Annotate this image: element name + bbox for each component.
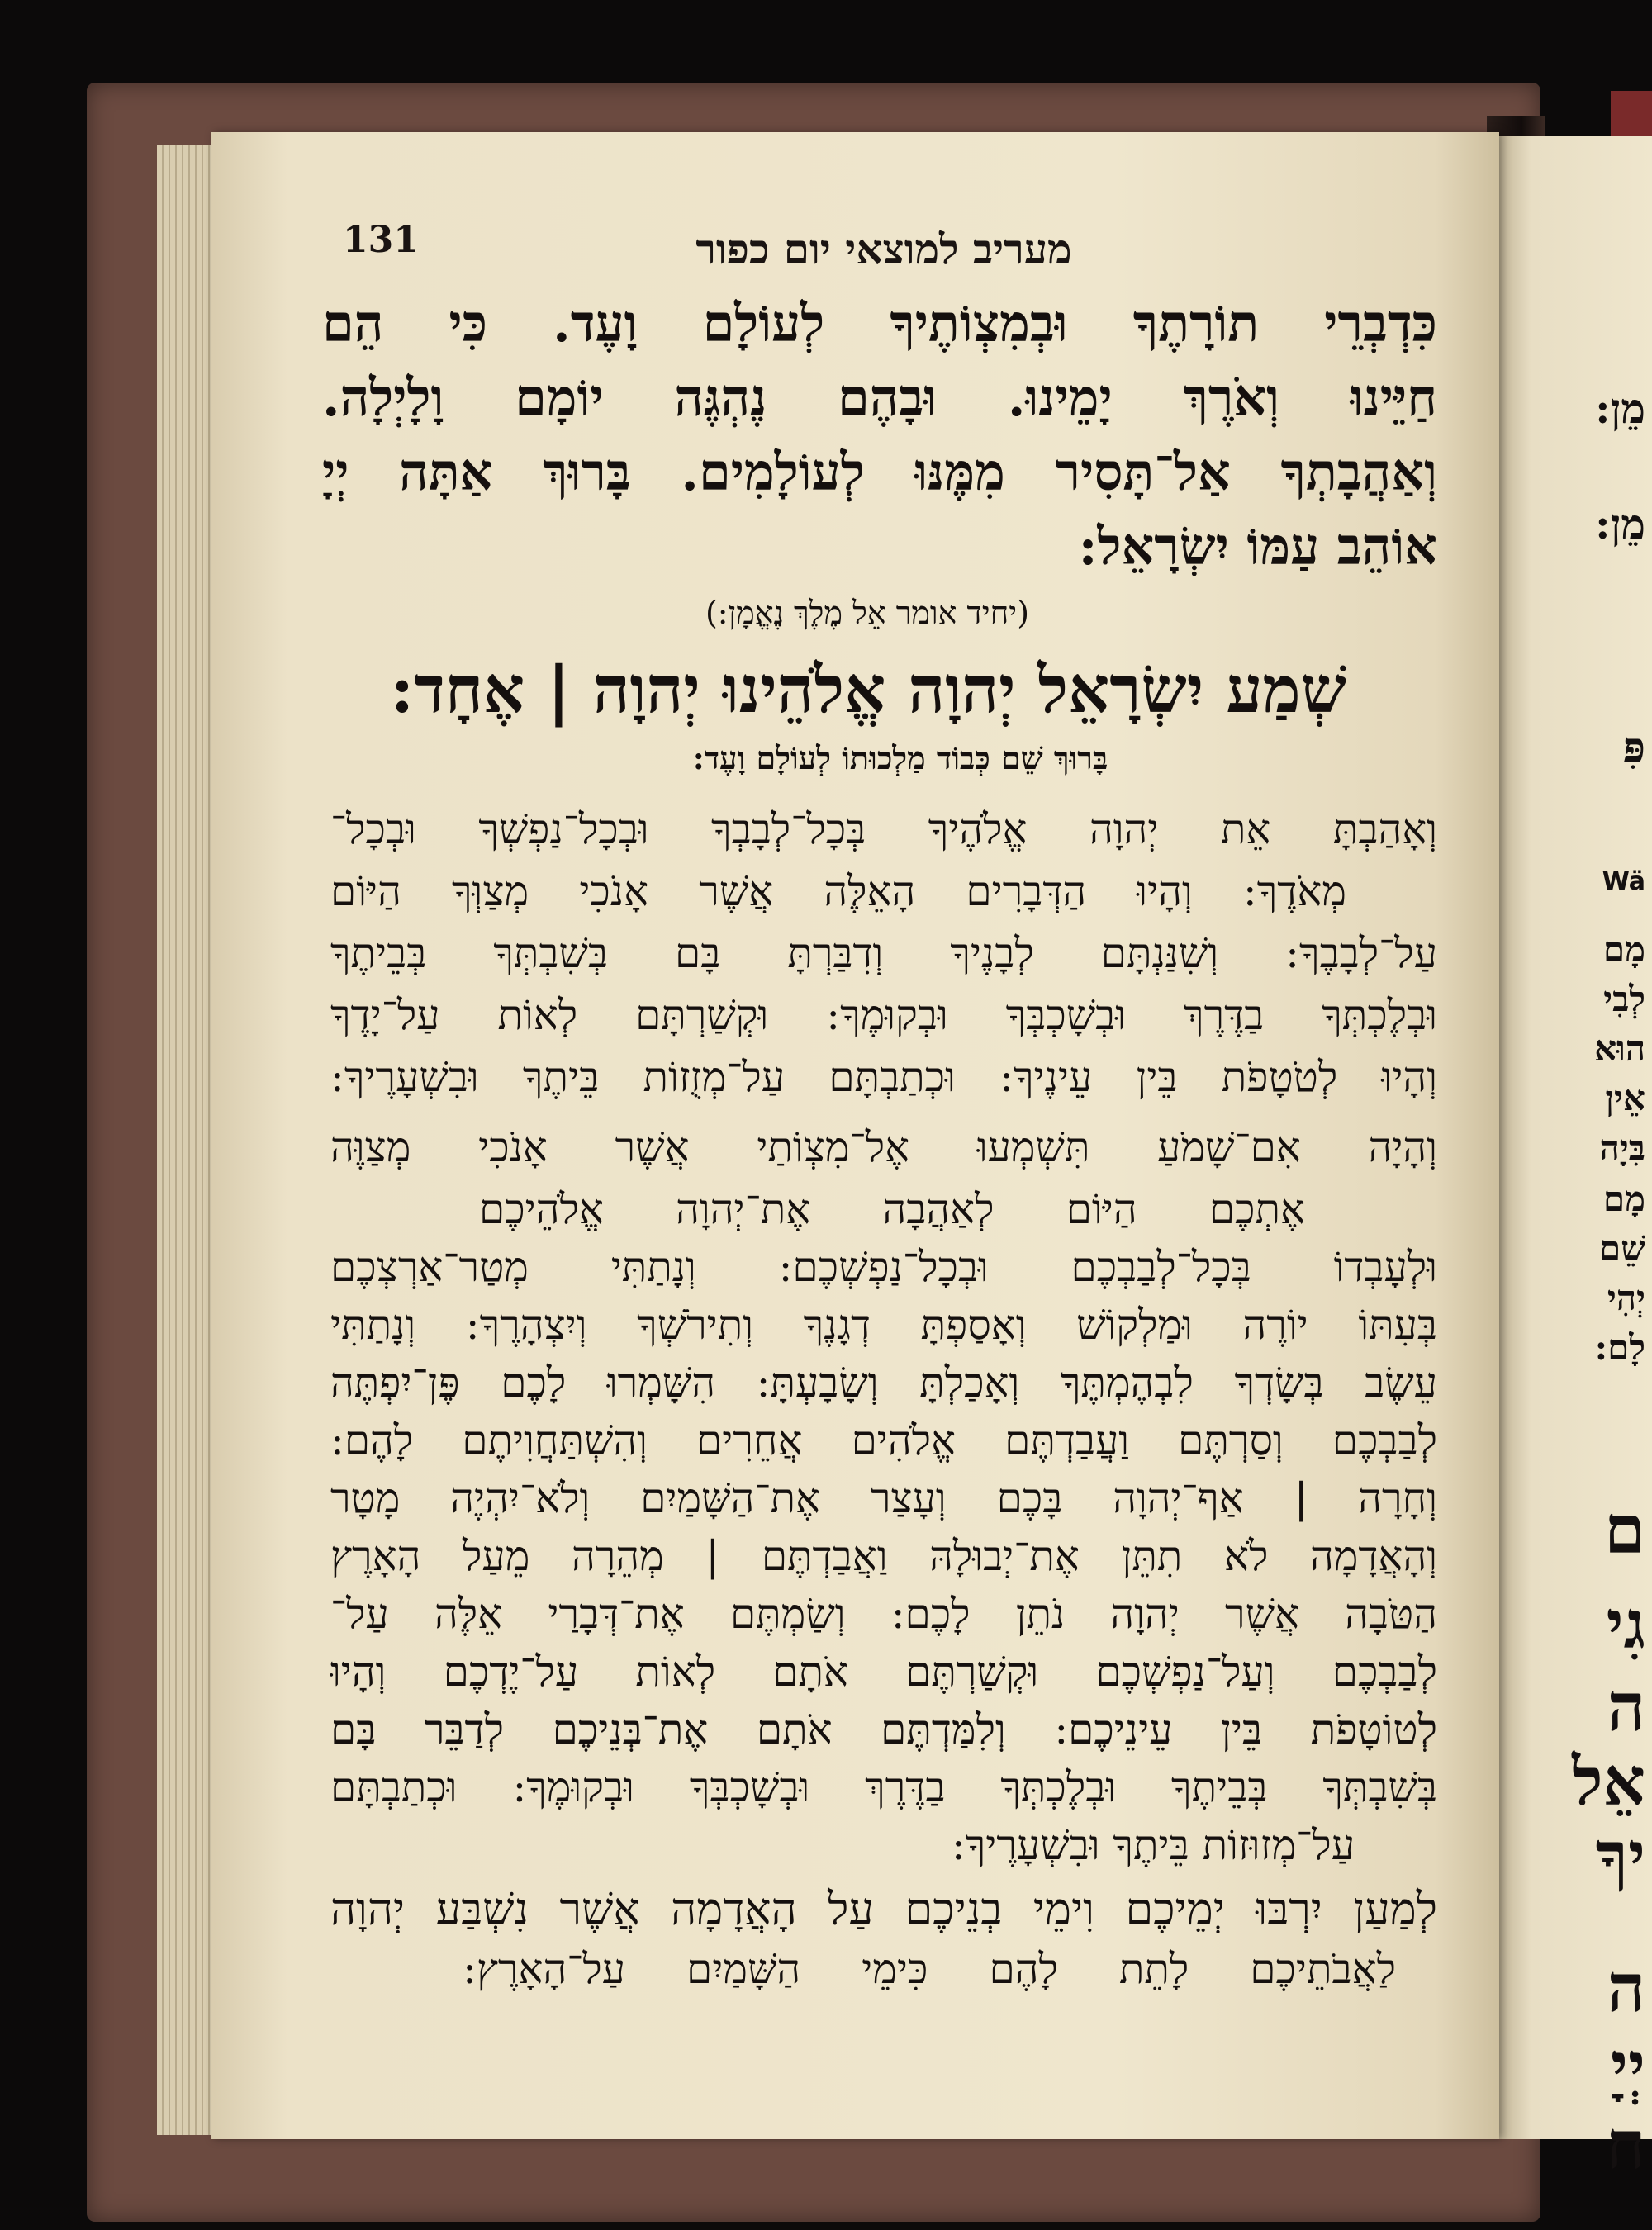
text-line: עַל־מְזוּזוֹת בֵּיתֶךָ וּבִשְׁעָרֶיךָ: xyxy=(951,1821,1355,1869)
right-fragment: לָם: xyxy=(1594,1327,1645,1368)
right-fragment: ה xyxy=(1607,1949,1645,2027)
text-line: לְטוֹטָפֹת בֵּין עֵינֵיכֶם: וְלִמַּדְתֶּם אֹתָם אֶת־בְּנֵיכֶם לְדַבֵּר בָּם xyxy=(330,1706,1437,1753)
text-line: וְהָיוּ לְטֹטָפֹת בֵּין עֵינֶיךָ: וּכְתַבְתָּם עַל־מְזֻזוֹת בֵּיתֶךָ וּבִשְׁעָרֶיךָ: xyxy=(330,1053,1437,1101)
text-line: וְהָאֲדָמָה לֹא תִתֵּן אֶת־יְבוּלָהּ וַאֲבַדְתֶּם | מְהֵרָה מֵעַל הָאָרֶץ xyxy=(330,1532,1437,1580)
text-line: לְבַבְכֶם וְסַרְתֶּם וַעֲבַדְתֶּם אֱלֹהִים אֲחֵרִים וְהִשְׁתַּחֲוִיתֶם לָהֶם: xyxy=(330,1416,1437,1464)
text-line: וְאָהַבְתָּ אֵת יְהוָה אֱלֹהֶיךָ בְּכָל־לְבָבְךָ וּבְכָל־נַפְשְׁךָ וּבְכָל־ xyxy=(330,805,1437,853)
text-line: כִּדְבְרֵי תוֹרָתֶךָ וּבְמִצְוֹתֶיךָ לְעוֹלָם וָעֶד. כִּי הֵם xyxy=(322,293,1437,353)
text-line: עֵשֶׂב בְּשָׂדְךָ לִבְהֶמְתֶּךָ וְאָכַלְתָּ וְשָׂבָעְתָּ: הִשָּׁמְרוּ לָכֶם פֶּן־יִפְתֶּה xyxy=(330,1359,1437,1407)
right-fragment: יְיָ xyxy=(1611,2028,1645,2105)
right-fragment: מָם xyxy=(1602,929,1645,970)
instruction-note: (יחיד אומר אֵל מֶלֶךְ נֶאֱמָן:) xyxy=(705,595,1030,631)
text-line: לַאֲבֹתֵיכֶם לָתֵת לָהֶם כִּימֵי הַשָּׁמַיִם עַל־הָאָרֶץ: xyxy=(463,1945,1396,1993)
baruch-shem-line: בָּרוּךְ שֵׁם כְּבוֹד מַלְכוּתוֹ לְעוֹלָם וָעֶד: xyxy=(692,739,1108,776)
text-line: וְהָיָה אִם־שָׁמֹעַ תִּשְׁמְעוּ אֶל־מִצְוֹתַי אֲשֶׁר אָנֹכִי מְצַוֶּה xyxy=(330,1123,1437,1171)
right-fragment: ה xyxy=(1607,1668,1645,1746)
right-cover-edge xyxy=(1611,91,1652,140)
right-fragment: הוּא xyxy=(1594,1028,1645,1069)
right-fragment: לְבִי xyxy=(1603,979,1645,1019)
right-fragment: פִּ xyxy=(1622,723,1645,771)
text-line: וְאַהֲבָתְךָ אַל־תָּסִיר מִמֶּנּוּ לְעוֹלָמִים. בָּרוּךְ אַתָּה יְיָ xyxy=(322,442,1437,502)
text-line: וְחָרָה | אַף־יְהוָה בָּכֶם וְעָצַר אֶת־הַשָּׁמַיִם וְלֹא־יִהְיֶה מָטָר xyxy=(330,1474,1437,1522)
running-header: מעריב למוצאי יום כפור xyxy=(695,225,1072,273)
right-fragment: שֵׁם xyxy=(1599,1228,1645,1269)
text-line: וּלְעָבְדוֹ בְּכָל־לְבַבְכֶם וּבְכָל־נַפְשְׁכֶם: וְנָתַתִּי מְטַר־אַרְצְכֶם xyxy=(330,1243,1437,1291)
text-line: מְאֹדֶךָ: וְהָיוּ הַדְּבָרִים הָאֵלֶּה אֲשֶׁר אָנֹכִי מְצַוְּךָ הַיּוֹם xyxy=(330,867,1346,915)
text-line: עַל־לְבָבֶךָ: וְשִׁנַּנְתָּם לְבָנֶיךָ וְדִבַּרְתָּ בָּם בְּשִׁבְתְּךָ בְּבֵיתֶךָ xyxy=(330,929,1437,977)
text-line: אוֹהֵב עַמּוֹ יִשְׂרָאֵל: xyxy=(1078,516,1437,576)
right-fragment: יְהִי xyxy=(1607,1278,1645,1318)
right-fragment: מֵן: xyxy=(1595,384,1645,433)
text-line: הַטֹּבָה אֲשֶׁר יְהוָה נֹתֵן לָכֶם: וְשַׂמְתֶּם אֶת־דְּבָרַי אֵלֶּה עַל־ xyxy=(330,1590,1437,1638)
right-fragment: ם xyxy=(1604,1491,1645,1568)
right-fragment: גִי xyxy=(1606,1586,1645,1663)
text-line: בְּעִתּוֹ יוֹרֶה וּמַלְקוֹשׁ וְאָסַפְתָּ דְגָנֶךָ וְתִירֹשְׁךָ וְיִצְהָרֶךָ: וְנָתַתִּי xyxy=(330,1301,1437,1349)
right-fragment: מֵן: xyxy=(1595,500,1645,548)
right-fragment: Wä xyxy=(1602,867,1645,896)
right-fragment: בִּיָה xyxy=(1599,1127,1645,1168)
text-line: חַיֵּינוּ וְאֹרֶךְ יָמֵינוּ. וּבָהֶם נֶהְגֶּה יוֹמָם וָלָיְלָה. xyxy=(322,368,1437,428)
text-line: לְבַבְכֶם וְעַל־נַפְשְׁכֶם וּקְשַׁרְתֶּם אֹתָם לְאוֹת עַל־יֶדְכֶם וְהָיוּ xyxy=(330,1648,1437,1696)
page-number: 131 xyxy=(343,219,419,261)
right-fragment: אֵין xyxy=(1605,1078,1645,1118)
right-fragment: יךָ xyxy=(1595,1817,1645,1895)
text-line: וּבְלֶכְתְּךָ בַדֶּרֶךְ וּבְשָׁכְבְּךָ וּבְקוּמֶךָ: וּקְשַׁרְתָּם לְאוֹת עַל־יָדֶךָ xyxy=(330,991,1437,1039)
shema-line: שְׁמַע יִשְׂרָאֵל יְהוָה אֱלֹהֵינוּ יְהוָה | אֶחָד: xyxy=(390,652,1346,728)
right-fragment: אֵל xyxy=(1572,1743,1645,1820)
right-page xyxy=(1491,136,1652,2184)
text-line: בְּשִׁבְתְּךָ בְּבֵיתֶךָ וּבְלֶכְתְּךָ בַדֶּרֶךְ וּבְשָׁכְבְּךָ וּבְקוּמֶךָ: וּכְתַבְתָּם xyxy=(330,1763,1437,1811)
right-fragment: מָם xyxy=(1602,1179,1645,1219)
text-line: אֶתְכֶם הַיּוֹם לְאַהֲבָה אֶת־יְהוָה אֱלֹהֵיכֶם xyxy=(479,1185,1305,1233)
right-fragment: ח xyxy=(1606,2106,1645,2184)
text-line: לְמַעַן יִרְבּוּ יְמֵיכֶם וִימֵי בְנֵיכֶם עַל הָאֲדָמָה אֲשֶׁר נִשְׁבַּע יְהוָה xyxy=(330,1883,1437,1935)
